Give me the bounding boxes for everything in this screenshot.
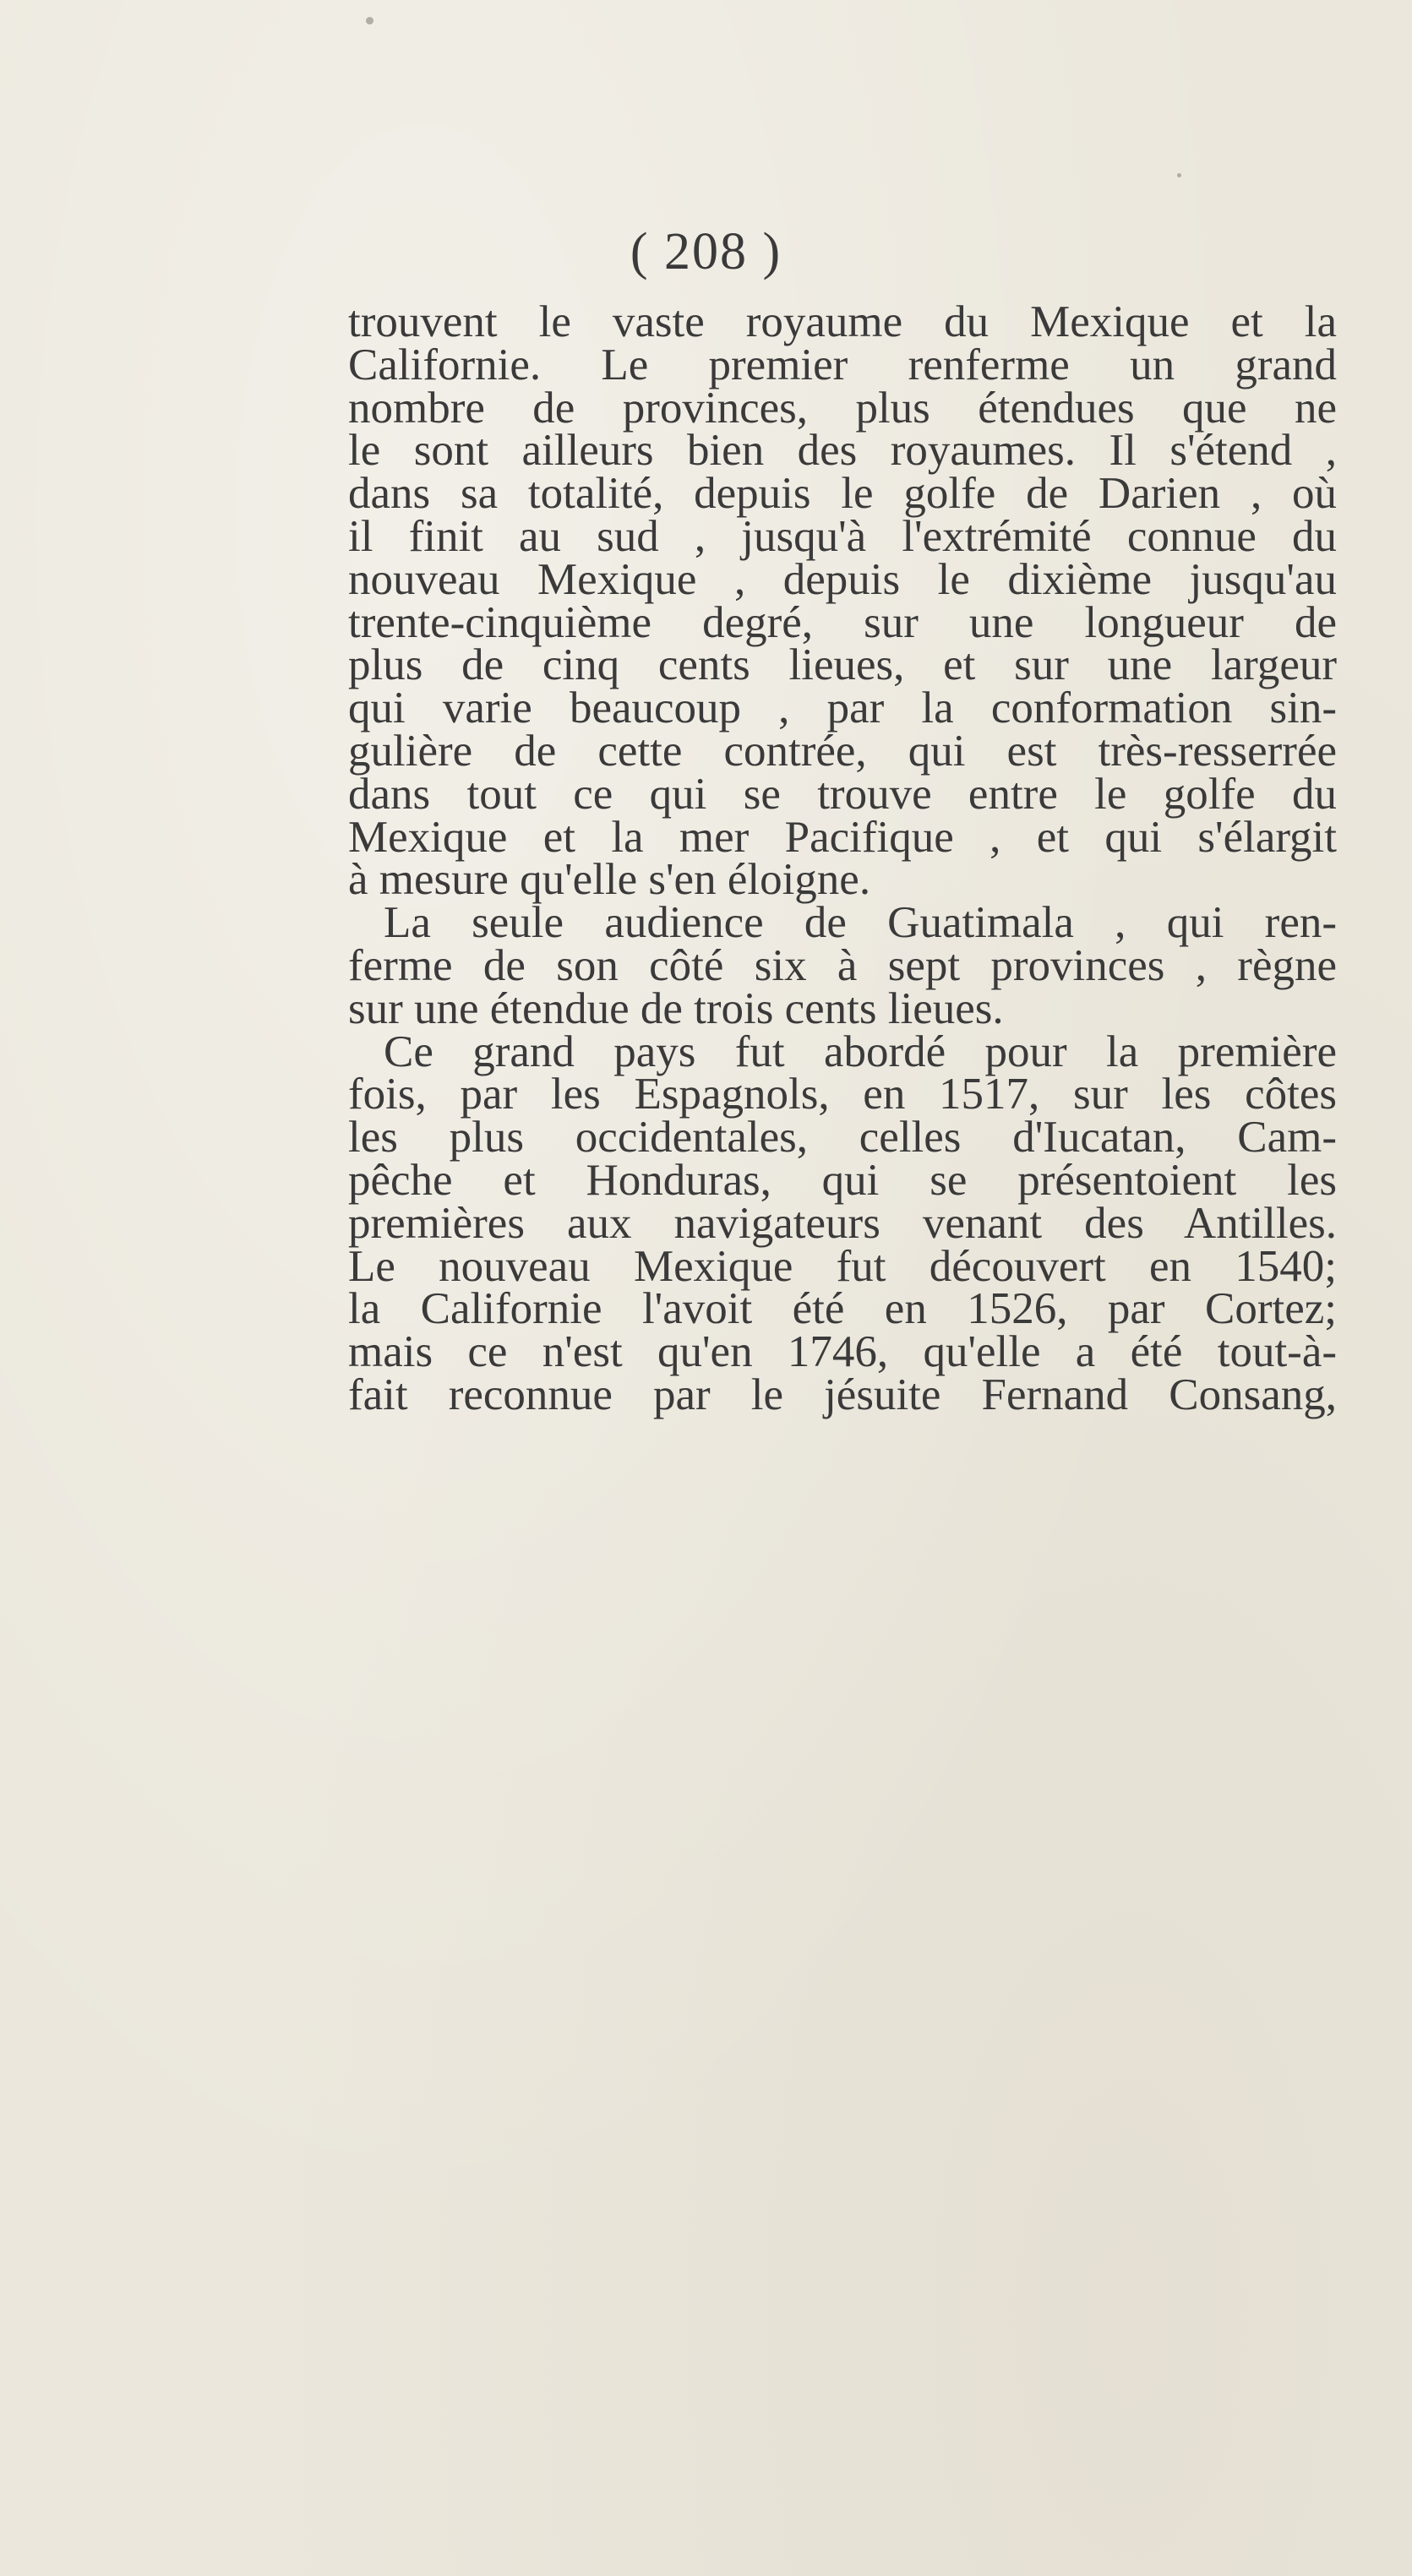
text-line: plus de cinq cents lieues, et sur une largeur xyxy=(348,640,1337,690)
text-line: fait reconnue par le jésuite Fernand Consang, xyxy=(348,1370,1337,1419)
text-line: gulière de cette contrée, qui est très-resserrée xyxy=(348,726,1337,776)
text-line: La seule audience de Guatimala , qui ren- xyxy=(384,898,1337,948)
text-line: sur une étendue de trois cents lieues. xyxy=(348,983,1004,1033)
text-line: la Californie l'avoit été en 1526, par Cortez; xyxy=(348,1284,1337,1334)
text-line: Le nouveau Mexique fut découvert en 1540; xyxy=(348,1241,1337,1291)
text-line: Ce grand pays fut abordé pour la première xyxy=(384,1027,1337,1076)
text-line: dans sa totalité, depuis le golfe de Darien , où xyxy=(348,469,1337,519)
text-line: mais ce n'est qu'en 1746, qu'elle a été tout-à- xyxy=(348,1327,1337,1377)
text-line: pêche et Honduras, qui se présentoient les xyxy=(348,1155,1337,1205)
body-text xyxy=(348,297,1337,1419)
text-line: Mexique et la mer Pacifique , et qui s'élargit xyxy=(348,812,1337,862)
text-line: les plus occidentales, celles d'Iucatan, Cam- xyxy=(348,1113,1337,1163)
page-number: ( 208 ) xyxy=(630,223,782,280)
paper-speck xyxy=(1177,173,1181,177)
text-line: le sont ailleurs bien des royaumes. Il s'étend , xyxy=(348,426,1337,476)
text-line: nombre de provinces, plus étendues que ne xyxy=(348,383,1337,433)
paper-speck xyxy=(366,17,373,25)
text-line: dans tout ce qui se trouve entre le golfe du xyxy=(348,769,1337,819)
text-line: fois, par les Espagnols, en 1517, sur les côtes xyxy=(348,1070,1337,1119)
text-line: à mesure qu'elle s'en éloigne. xyxy=(348,855,871,905)
text-line: trente-cinquième degré, sur une longueur de xyxy=(348,597,1337,647)
text-line: nouveau Mexique , depuis le dixième jusqu'au xyxy=(348,554,1337,604)
text-line: premières aux navigateurs venant des Antilles. xyxy=(348,1198,1337,1248)
text-line: trouvent le vaste royaume du Mexique et la xyxy=(348,297,1337,346)
text-line: ferme de son côté six à sept provinces , règne xyxy=(348,940,1337,990)
text-line: qui varie beaucoup , par la conformation sin- xyxy=(348,683,1337,733)
text-line: Californie. Le premier renferme un grand xyxy=(348,340,1337,389)
text-line: il finit au sud , jusqu'à l'extrémité connue du xyxy=(348,511,1337,561)
